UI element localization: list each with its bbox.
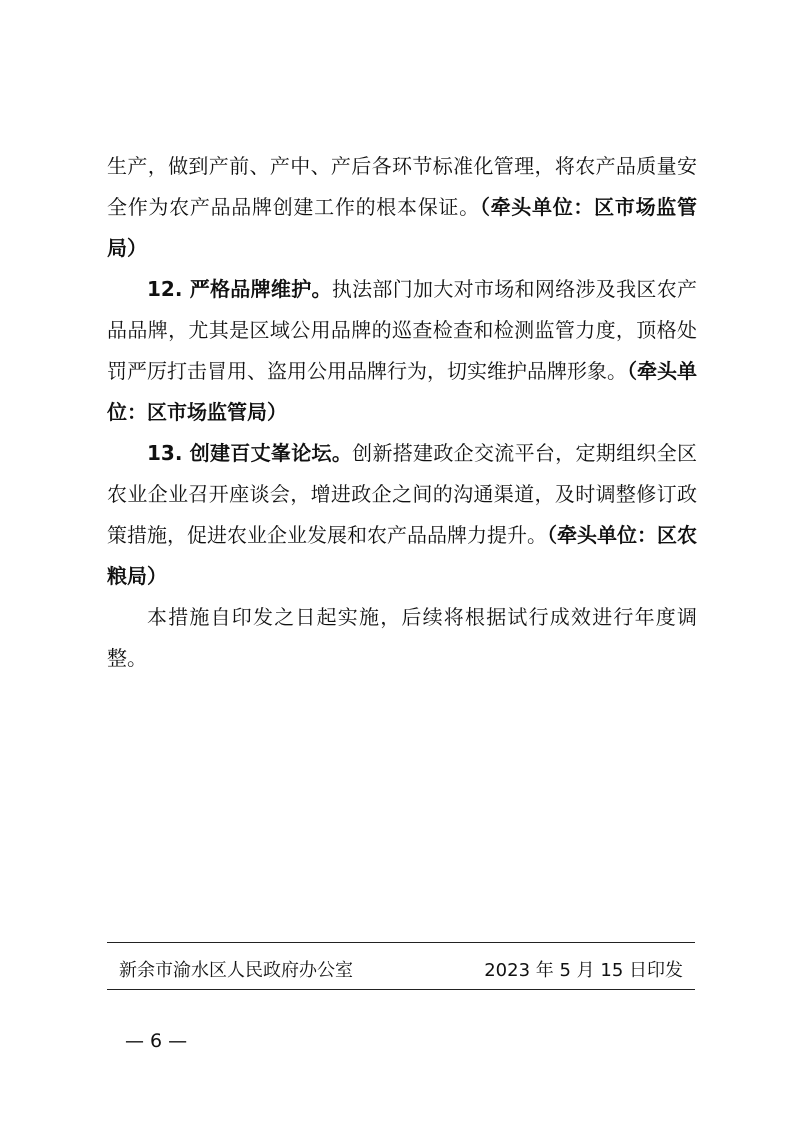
paragraph-text: 生产，做到产前、产中、产后各环节标准化管理，将农产品质量安全作为农产品品牌创建工作的根本保证。 bbox=[107, 154, 697, 219]
lead-unit-label: （牵头单位：区市场监管局） bbox=[107, 195, 698, 260]
paragraph-item-13 bbox=[107, 433, 697, 597]
page-number: — 6 — bbox=[125, 1030, 188, 1052]
paragraph-continuation bbox=[107, 146, 697, 269]
item-heading: 13. 创建百丈峯论坛。 bbox=[147, 441, 353, 465]
lead-unit-label: （牵头单位：区市场监管局） bbox=[107, 359, 697, 424]
issuing-office: 新余市渝水区人民政府办公室 bbox=[119, 960, 353, 981]
document-body bbox=[107, 146, 697, 679]
item-heading: 12. 严格品牌维护。 bbox=[147, 277, 332, 301]
paragraph-text: 创新搭建政企交流平台，定期组织全区农业企业召开座谈会，增进政企之间的沟通渠道，及时调整修订政策措施，促进农业企业发展和农产品品牌力提升。 bbox=[107, 441, 698, 547]
paragraph-text: 本措施自印发之日起实施，后续将根据试行成效进行年度调整。 bbox=[107, 605, 697, 670]
lead-unit-label: （牵头单位：区农粮局） bbox=[107, 523, 697, 588]
paragraph-text: 执法部门加大对市场和网络涉及我区农产品品牌，尤其是区域公用品牌的巡查检查和检测监管力度，顶格处罚严厉打击冒用、盗用公用品牌行为，切实维护品牌形象。 bbox=[107, 277, 697, 383]
issue-date: 2023 年 5 月 15 日印发 bbox=[484, 960, 683, 981]
paragraph-item-12 bbox=[107, 269, 697, 433]
paragraph-closing bbox=[107, 597, 697, 679]
issuance-footer bbox=[107, 942, 695, 990]
